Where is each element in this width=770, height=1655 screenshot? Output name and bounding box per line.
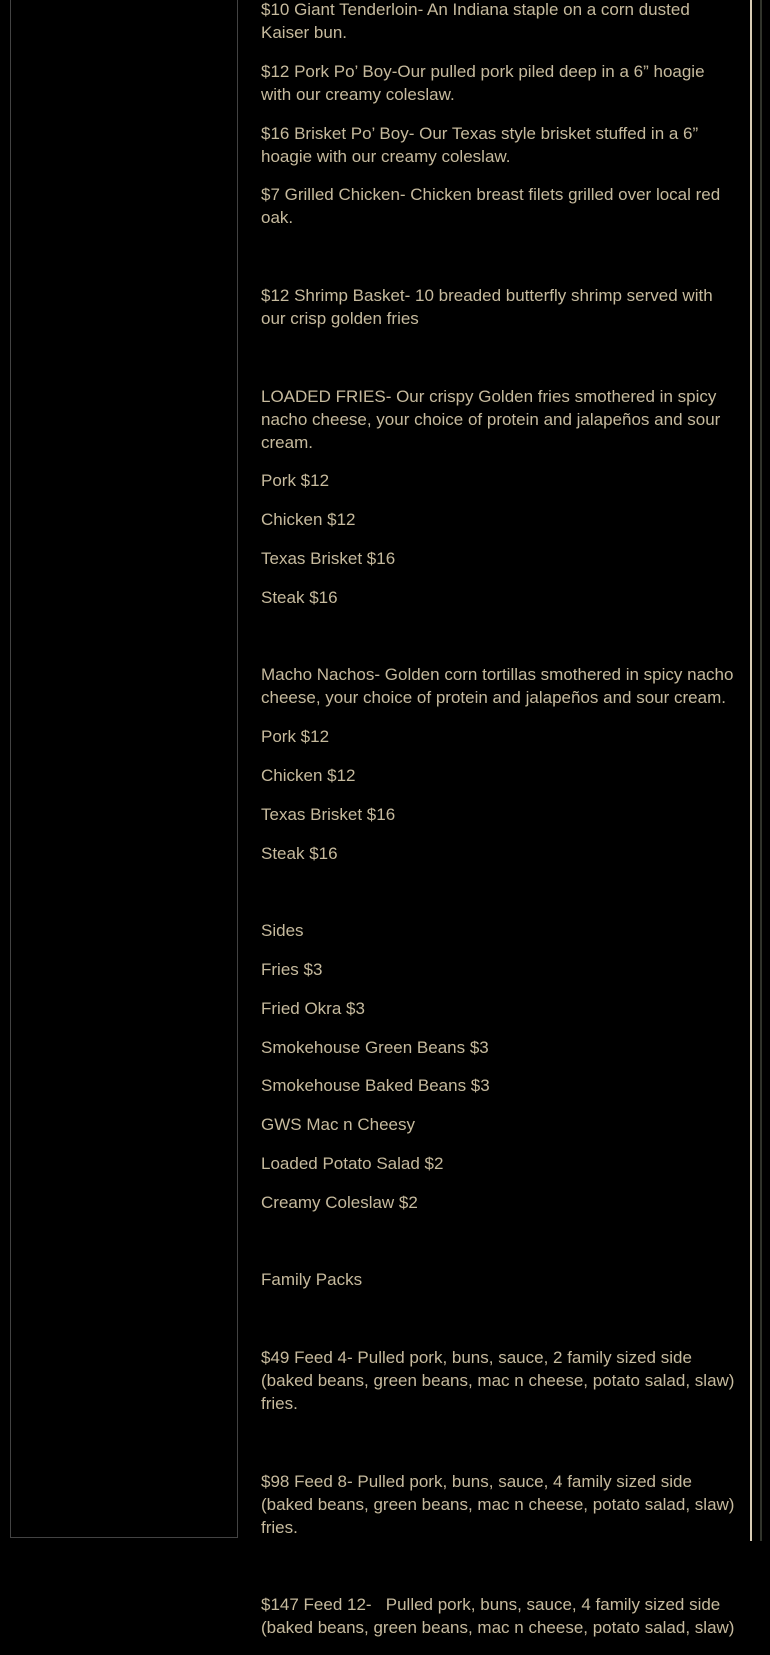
menu-paragraph: GWS Mac n Cheesy: [261, 1115, 415, 1135]
menu-spacer: [261, 1230, 737, 1253]
menu-paragraph: $147 Feed 12- Pulled pork, buns, sauce, 4 family sized side (baked beans, green beans, mac n cheese, potato salad, slaw): [261, 1595, 735, 1638]
menu-paragraph: $98 Feed 8- Pulled pork, buns, sauce, 4 family sized side (baked beans, green beans, mac n cheese, potato salad, slaw) fries.: [261, 1471, 740, 1537]
menu-paragraph: Steak $16: [261, 843, 338, 863]
page-edge-line: [760, 0, 762, 1541]
menu-paragraph: Steak $16: [261, 587, 338, 607]
menu-paragraph: $7 Grilled Chicken- Chicken breast filets grilled over local red oak.: [261, 185, 725, 228]
menu-paragraph: $49 Feed 4- Pulled pork, buns, sauce, 2 family sized side (baked beans, green beans, mac n cheese, potato salad, slaw) fries.: [261, 1347, 740, 1413]
menu-paragraph: Texas Brisket $16: [261, 804, 396, 824]
menu-spacer: [261, 625, 737, 648]
content-right-border-line: [750, 0, 752, 1541]
menu-paragraph: Chicken $12: [261, 765, 356, 785]
menu-spacer: [261, 346, 737, 369]
menu-paragraph: LOADED FRIES- Our crispy Golden fries smothered in spicy nacho cheese, your choice of protein and jalapeños and sour cream.: [261, 386, 726, 452]
menu-paragraph: Pork $12: [261, 727, 330, 747]
menu-spacer: [261, 1554, 737, 1577]
menu-paragraph: Chicken $12: [261, 510, 356, 530]
menu-paragraph: Loaded Potato Salad $2: [261, 1153, 444, 1173]
menu-paragraph: Creamy Coleslaw $2: [261, 1192, 418, 1212]
menu-paragraph: Family Packs: [261, 1270, 363, 1290]
menu-paragraph: Pork $12: [261, 471, 330, 491]
empty-sidebar-panel: [10, 0, 238, 1538]
menu-paragraph: Smokehouse Green Beans $3: [261, 1037, 489, 1057]
menu-paragraph: Fries $3: [261, 959, 323, 979]
menu-paragraph: Macho Nachos- Golden corn tortillas smothered in spicy nacho cheese, your choice of protein and jalapeños and sour cream.: [261, 665, 739, 708]
menu-spacer: [261, 245, 737, 268]
menu-text-column: [238, 0, 750, 1655]
menu-paragraph: Smokehouse Baked Beans $3: [261, 1076, 490, 1096]
menu-paragraph: $10 Giant Tenderloin- An Indiana staple on a corn dusted Kaiser bun.: [261, 0, 695, 42]
menu-paragraph: Fried Okra $3: [261, 998, 365, 1018]
menu-paragraph: Sides: [261, 921, 304, 941]
menu-paragraph: $12 Shrimp Basket- 10 breaded butterfly shrimp served with our crisp golden fries: [261, 285, 718, 328]
menu-paragraph: $12 Pork Po’ Boy-Our pulled pork piled deep in a 6” hoagie with our creamy coleslaw.: [261, 61, 710, 104]
menu-spacer: [261, 880, 737, 903]
menu-paragraph: $16 Brisket Po’ Boy- Our Texas style brisket stuffed in a 6” hoagie with our creamy coleslaw.: [261, 123, 703, 166]
menu-spacer: [261, 1431, 737, 1454]
menu-spacer: [261, 1307, 737, 1330]
menu-paragraph: Texas Brisket $16: [261, 548, 396, 568]
